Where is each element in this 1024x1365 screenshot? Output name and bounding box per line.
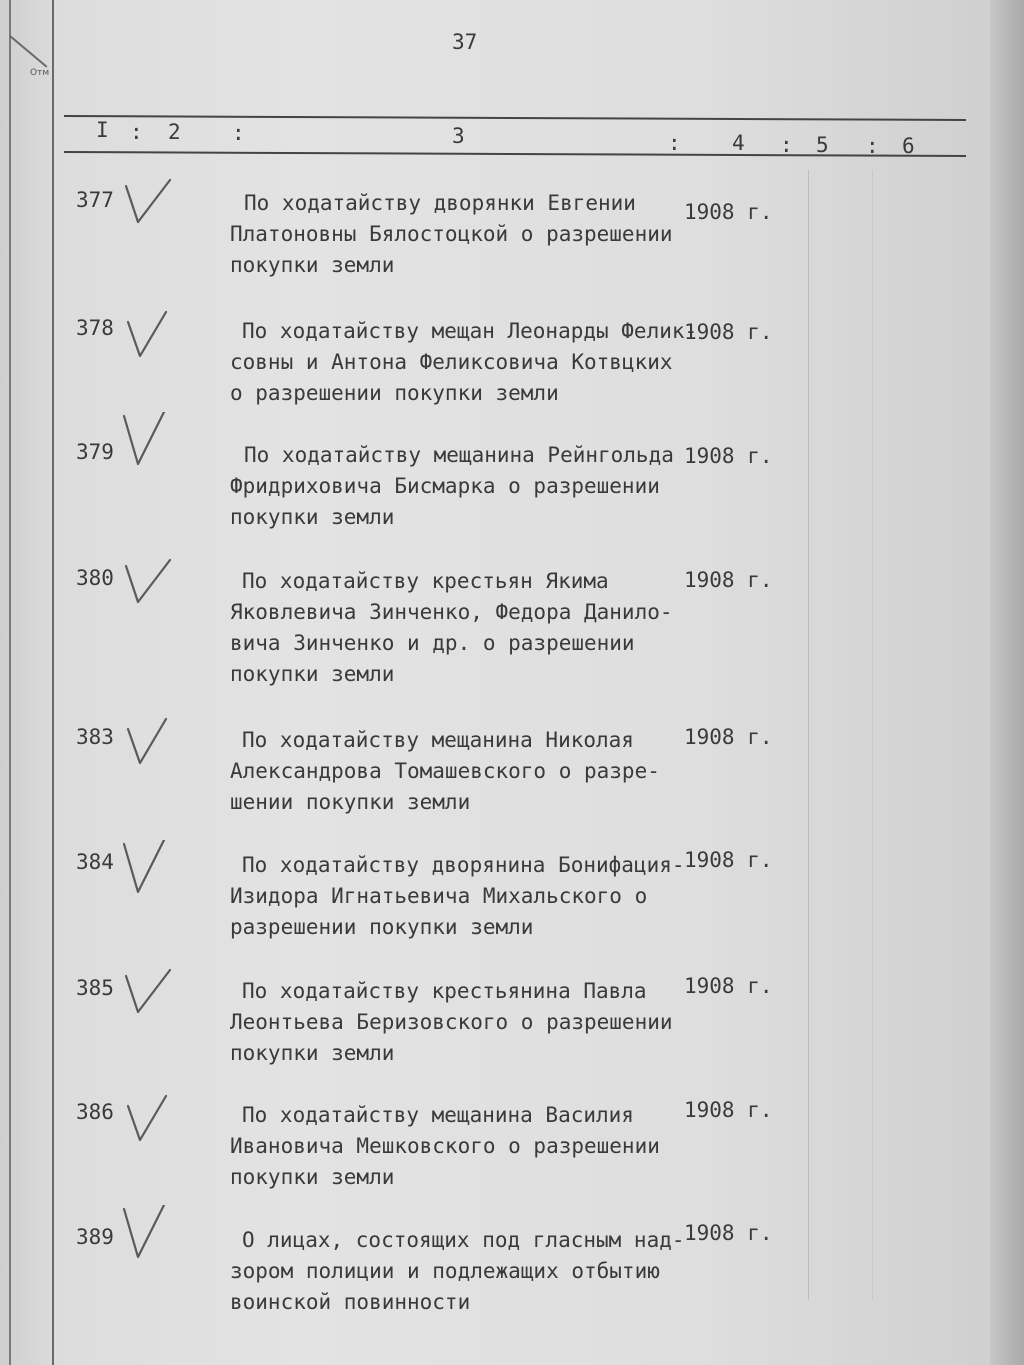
column-header-5: 5 xyxy=(816,133,829,157)
margin-label: Отм xyxy=(30,68,50,78)
entry-year: 1908 г. xyxy=(684,974,773,998)
entry-description-line: По ходатайству мещанина Николая xyxy=(242,728,634,752)
entry-description-line: покупки земли xyxy=(230,505,395,529)
entry-year: 1908 г. xyxy=(684,848,773,872)
entry-description xyxy=(230,566,673,690)
column-header-3: 3 xyxy=(452,124,465,148)
header-top-rule xyxy=(64,115,966,121)
entry-year: 1908 г. xyxy=(684,1098,773,1122)
entry-description-line: Александрова Томашевского о разре- xyxy=(230,759,660,783)
entry-row xyxy=(0,1221,1024,1345)
entry-description-line: По ходатайству крестьянина Павла xyxy=(242,979,647,1003)
column-separator: : xyxy=(780,133,793,157)
entry-description-line: вича Зинченко и др. о разрешении xyxy=(230,631,635,655)
entry-row xyxy=(0,566,1024,686)
checkmark-icon xyxy=(118,308,178,368)
entry-description-line: разрешении покупки земли xyxy=(230,915,534,939)
entry-description-line: По ходатайству дворянки Евгении xyxy=(244,191,636,215)
entry-year: 1908 г. xyxy=(684,444,773,468)
checkmark-icon xyxy=(118,840,178,900)
entry-number: 378 xyxy=(76,316,114,340)
page-number: 37 xyxy=(452,30,478,54)
entry-number: 389 xyxy=(76,1225,114,1249)
entry-description-line: Изидора Игнатьевича Михальского о xyxy=(230,884,648,908)
entry-number: 383 xyxy=(76,725,114,749)
column-separator: : xyxy=(866,134,879,158)
entry-row xyxy=(0,850,1024,970)
entry-description-line: По ходатайству мещанина Василия xyxy=(242,1103,634,1127)
entry-year: 1908 г. xyxy=(684,1221,773,1245)
entry-number: 379 xyxy=(76,440,114,464)
entry-row xyxy=(0,188,1024,308)
column-header-1: I xyxy=(96,118,109,142)
entry-description-line: Фридриховича Бисмарка о разрешении xyxy=(230,474,660,498)
entry-description-line: шении покупки земли xyxy=(230,790,471,814)
entry-description xyxy=(230,1225,685,1318)
entry-description xyxy=(230,188,673,281)
entry-number: 384 xyxy=(76,850,114,874)
checkmark-icon xyxy=(118,412,178,472)
entry-description-line: Яковлевича Зинченко, Федора Данило- xyxy=(230,600,673,624)
entry-description xyxy=(230,850,685,943)
checkmark-icon xyxy=(118,968,178,1028)
entry-description-line: зором полиции и подлежащих отбытию xyxy=(230,1259,660,1283)
entry-description xyxy=(230,725,660,818)
entry-number: 386 xyxy=(76,1100,114,1124)
entry-description-line: Леонтьева Беризовского о разрешении xyxy=(230,1010,673,1034)
entry-description xyxy=(230,1100,660,1193)
checkmark-icon xyxy=(118,1205,178,1265)
entry-description-line: По ходатайству крестьян Якима xyxy=(242,569,609,593)
column-header-2: 2 xyxy=(168,120,181,144)
entry-description-line: покупки земли xyxy=(230,662,395,686)
entry-description-line: покупки земли xyxy=(230,1165,395,1189)
entry-description xyxy=(230,316,697,409)
entry-row xyxy=(0,725,1024,845)
entry-number: 377 xyxy=(76,188,114,212)
entry-description-line: По ходатайству дворянина Бонифация- xyxy=(242,853,685,877)
entry-description-line: О лицах, состоящих под гласным над- xyxy=(242,1228,685,1252)
entry-description-line: покупки земли xyxy=(230,1041,395,1065)
entry-description-line: покупки земли xyxy=(230,253,395,277)
entry-description xyxy=(230,440,674,533)
entry-row xyxy=(0,440,1024,560)
entry-description xyxy=(230,976,673,1069)
entry-year: 1908 г. xyxy=(684,568,773,592)
column-header-6: 6 xyxy=(902,134,915,158)
entry-number: 385 xyxy=(76,976,114,1000)
entry-row xyxy=(0,1100,1024,1220)
entry-description-line: Платоновны Бялостоцкой о разрешении xyxy=(230,222,673,246)
entry-year: 1908 г. xyxy=(684,320,773,344)
entry-description-line: совны и Антона Феликсовича Котвцких xyxy=(230,350,673,374)
column-separator: : xyxy=(668,131,681,155)
column-header-4: 4 xyxy=(732,131,745,155)
checkmark-icon xyxy=(118,178,178,238)
entry-description-line: Ивановича Мешковского о разрешении xyxy=(230,1134,660,1158)
checkmark-icon xyxy=(118,1092,178,1152)
entry-description-line: воинской повинности xyxy=(230,1290,471,1314)
entry-description-line: о разрешении покупки земли xyxy=(230,381,559,405)
entry-number: 380 xyxy=(76,566,114,590)
header-bottom-rule xyxy=(64,151,966,157)
entry-description-line: По ходатайству мещанина Рейнгольда xyxy=(244,443,674,467)
entry-description-line: По ходатайству мещан Леонарды Фелик- xyxy=(242,319,698,343)
checkmark-icon xyxy=(118,715,178,775)
column-separator: : xyxy=(232,121,245,145)
entry-year: 1908 г. xyxy=(684,200,773,224)
checkmark-icon xyxy=(118,558,178,618)
entry-year: 1908 г. xyxy=(684,725,773,749)
entry-row xyxy=(0,976,1024,1096)
column-separator: : xyxy=(130,120,143,144)
